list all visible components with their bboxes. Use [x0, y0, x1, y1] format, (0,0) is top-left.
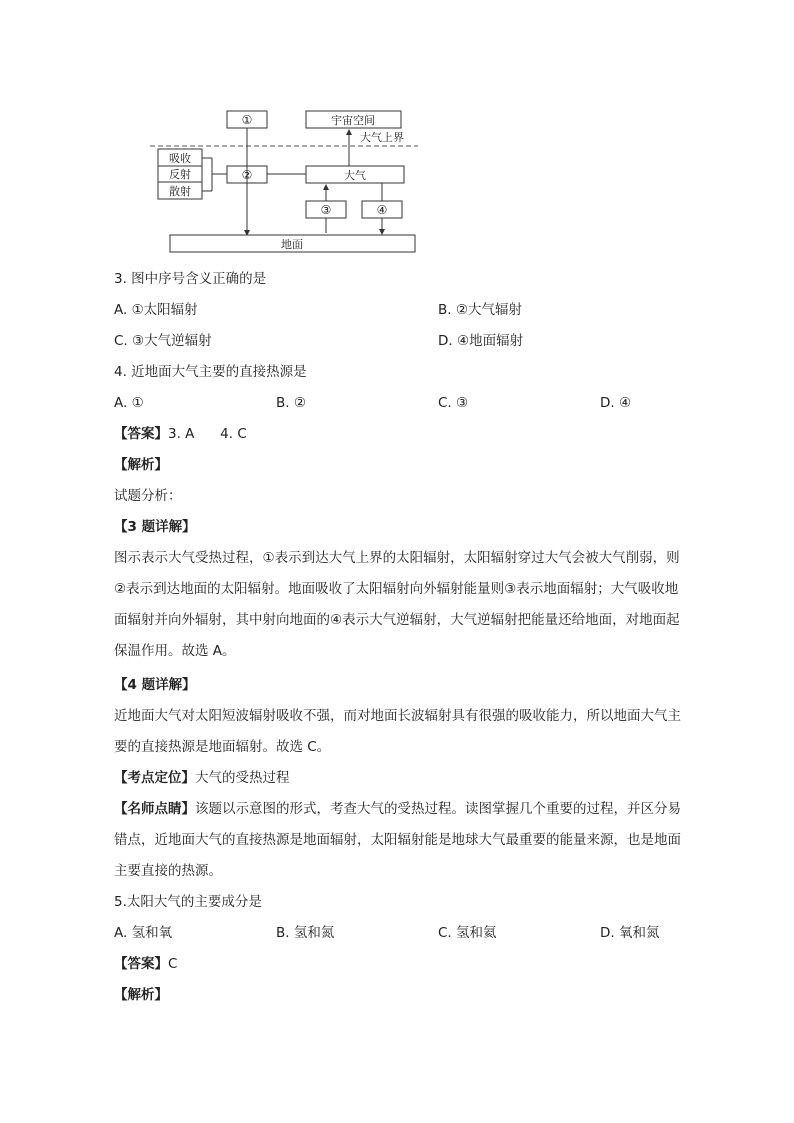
q5-stem: 5.太阳大气的主要成分是 — [114, 894, 262, 910]
process-reflect: 反射 — [169, 168, 191, 181]
answer-label: 【答案】 — [114, 426, 168, 442]
q3-option-d: D. ④地面辐射 — [438, 333, 524, 349]
box-4-label: ④ — [376, 203, 388, 217]
q3-option-b: B. ②大气辐射 — [438, 302, 522, 318]
mingshi-label: 【名师点睛】 — [114, 801, 195, 817]
q3-stem: 3. 图中序号含义正确的是 — [114, 271, 267, 287]
answer-row-2 — [114, 954, 177, 974]
box-1-label: ① — [241, 113, 253, 127]
detail-3-text: 图示表示大气受热过程，①表示到达大气上界的太阳辐射，太阳辐射穿过大气会被大气削弱，则②表示到达地面的太阳辐射。地面吸收了太阳辐射向外辐射能量则③表示地面辐射；大气吸收地面辐射并向外辐射，其中射向地面的④表示大气逆辐射，大气逆辐射把能量还给地面，对地面起保温作用。故选 A。 — [114, 550, 680, 659]
detail-4-label: 【4 题详解】 — [114, 677, 196, 693]
answer-text-2: C — [168, 956, 178, 972]
q4-option-a: A. ① — [114, 395, 144, 411]
process-scatter: 散射 — [169, 185, 191, 198]
answer-row-1 — [114, 424, 247, 444]
intro-text: 试题分析： — [114, 488, 182, 504]
q4-option-c: C. ③ — [438, 395, 469, 411]
answer-text: 3. A 4. C — [168, 426, 247, 442]
q5-option-c: C. 氢和氦 — [438, 925, 497, 941]
q5-option-d: D. 氧和氮 — [600, 925, 660, 941]
q3-option-a: A. ①太阳辐射 — [114, 302, 198, 318]
boundary-label: 大气上界 — [360, 131, 404, 144]
box-2-label: ② — [241, 168, 253, 182]
space-label: 宇宙空间 — [331, 114, 375, 127]
q5-option-a: A. 氢和氧 — [114, 925, 173, 941]
ground-label: 地面 — [281, 238, 303, 251]
mingshi-text: 该题以示意图的形式，考查大气的受热过程。读图掌握几个重要的过程，并区分易错点，近地面大气的直接热源是地面辐射，太阳辐射能是地球大气最重要的能量来源，也是地面主要直接的热源。 — [114, 801, 681, 879]
analysis-label-2: 【解析】 — [114, 987, 168, 1003]
kaodian-text: 大气的受热过程 — [195, 770, 290, 786]
q4-option-d: D. ④ — [600, 395, 632, 411]
q5-option-b: B. 氢和氮 — [276, 925, 335, 941]
q4-option-b: B. ② — [276, 395, 306, 411]
detail-4-text: 近地面大气对太阳短波辐射吸收不强，而对地面长波辐射具有很强的吸收能力，所以地面大气主要的直接热源是地面辐射。故选 C。 — [114, 708, 681, 755]
detail-3-label: 【3 题详解】 — [114, 519, 196, 535]
q3-option-c: C. ③大气逆辐射 — [114, 333, 212, 349]
q4-stem: 4. 近地面大气主要的直接热源是 — [114, 364, 307, 380]
kaodian-label: 【考点定位】 — [114, 770, 195, 786]
box-3-label: ③ — [320, 203, 332, 217]
atmosphere-label: 大气 — [344, 169, 366, 182]
process-absorb: 吸收 — [169, 152, 191, 165]
mingshi-paragraph — [114, 794, 682, 887]
atmosphere-heating-diagram — [150, 106, 430, 258]
answer-label-2: 【答案】 — [114, 956, 168, 972]
kaodian-row — [114, 768, 290, 788]
analysis-label-1: 【解析】 — [114, 457, 168, 473]
